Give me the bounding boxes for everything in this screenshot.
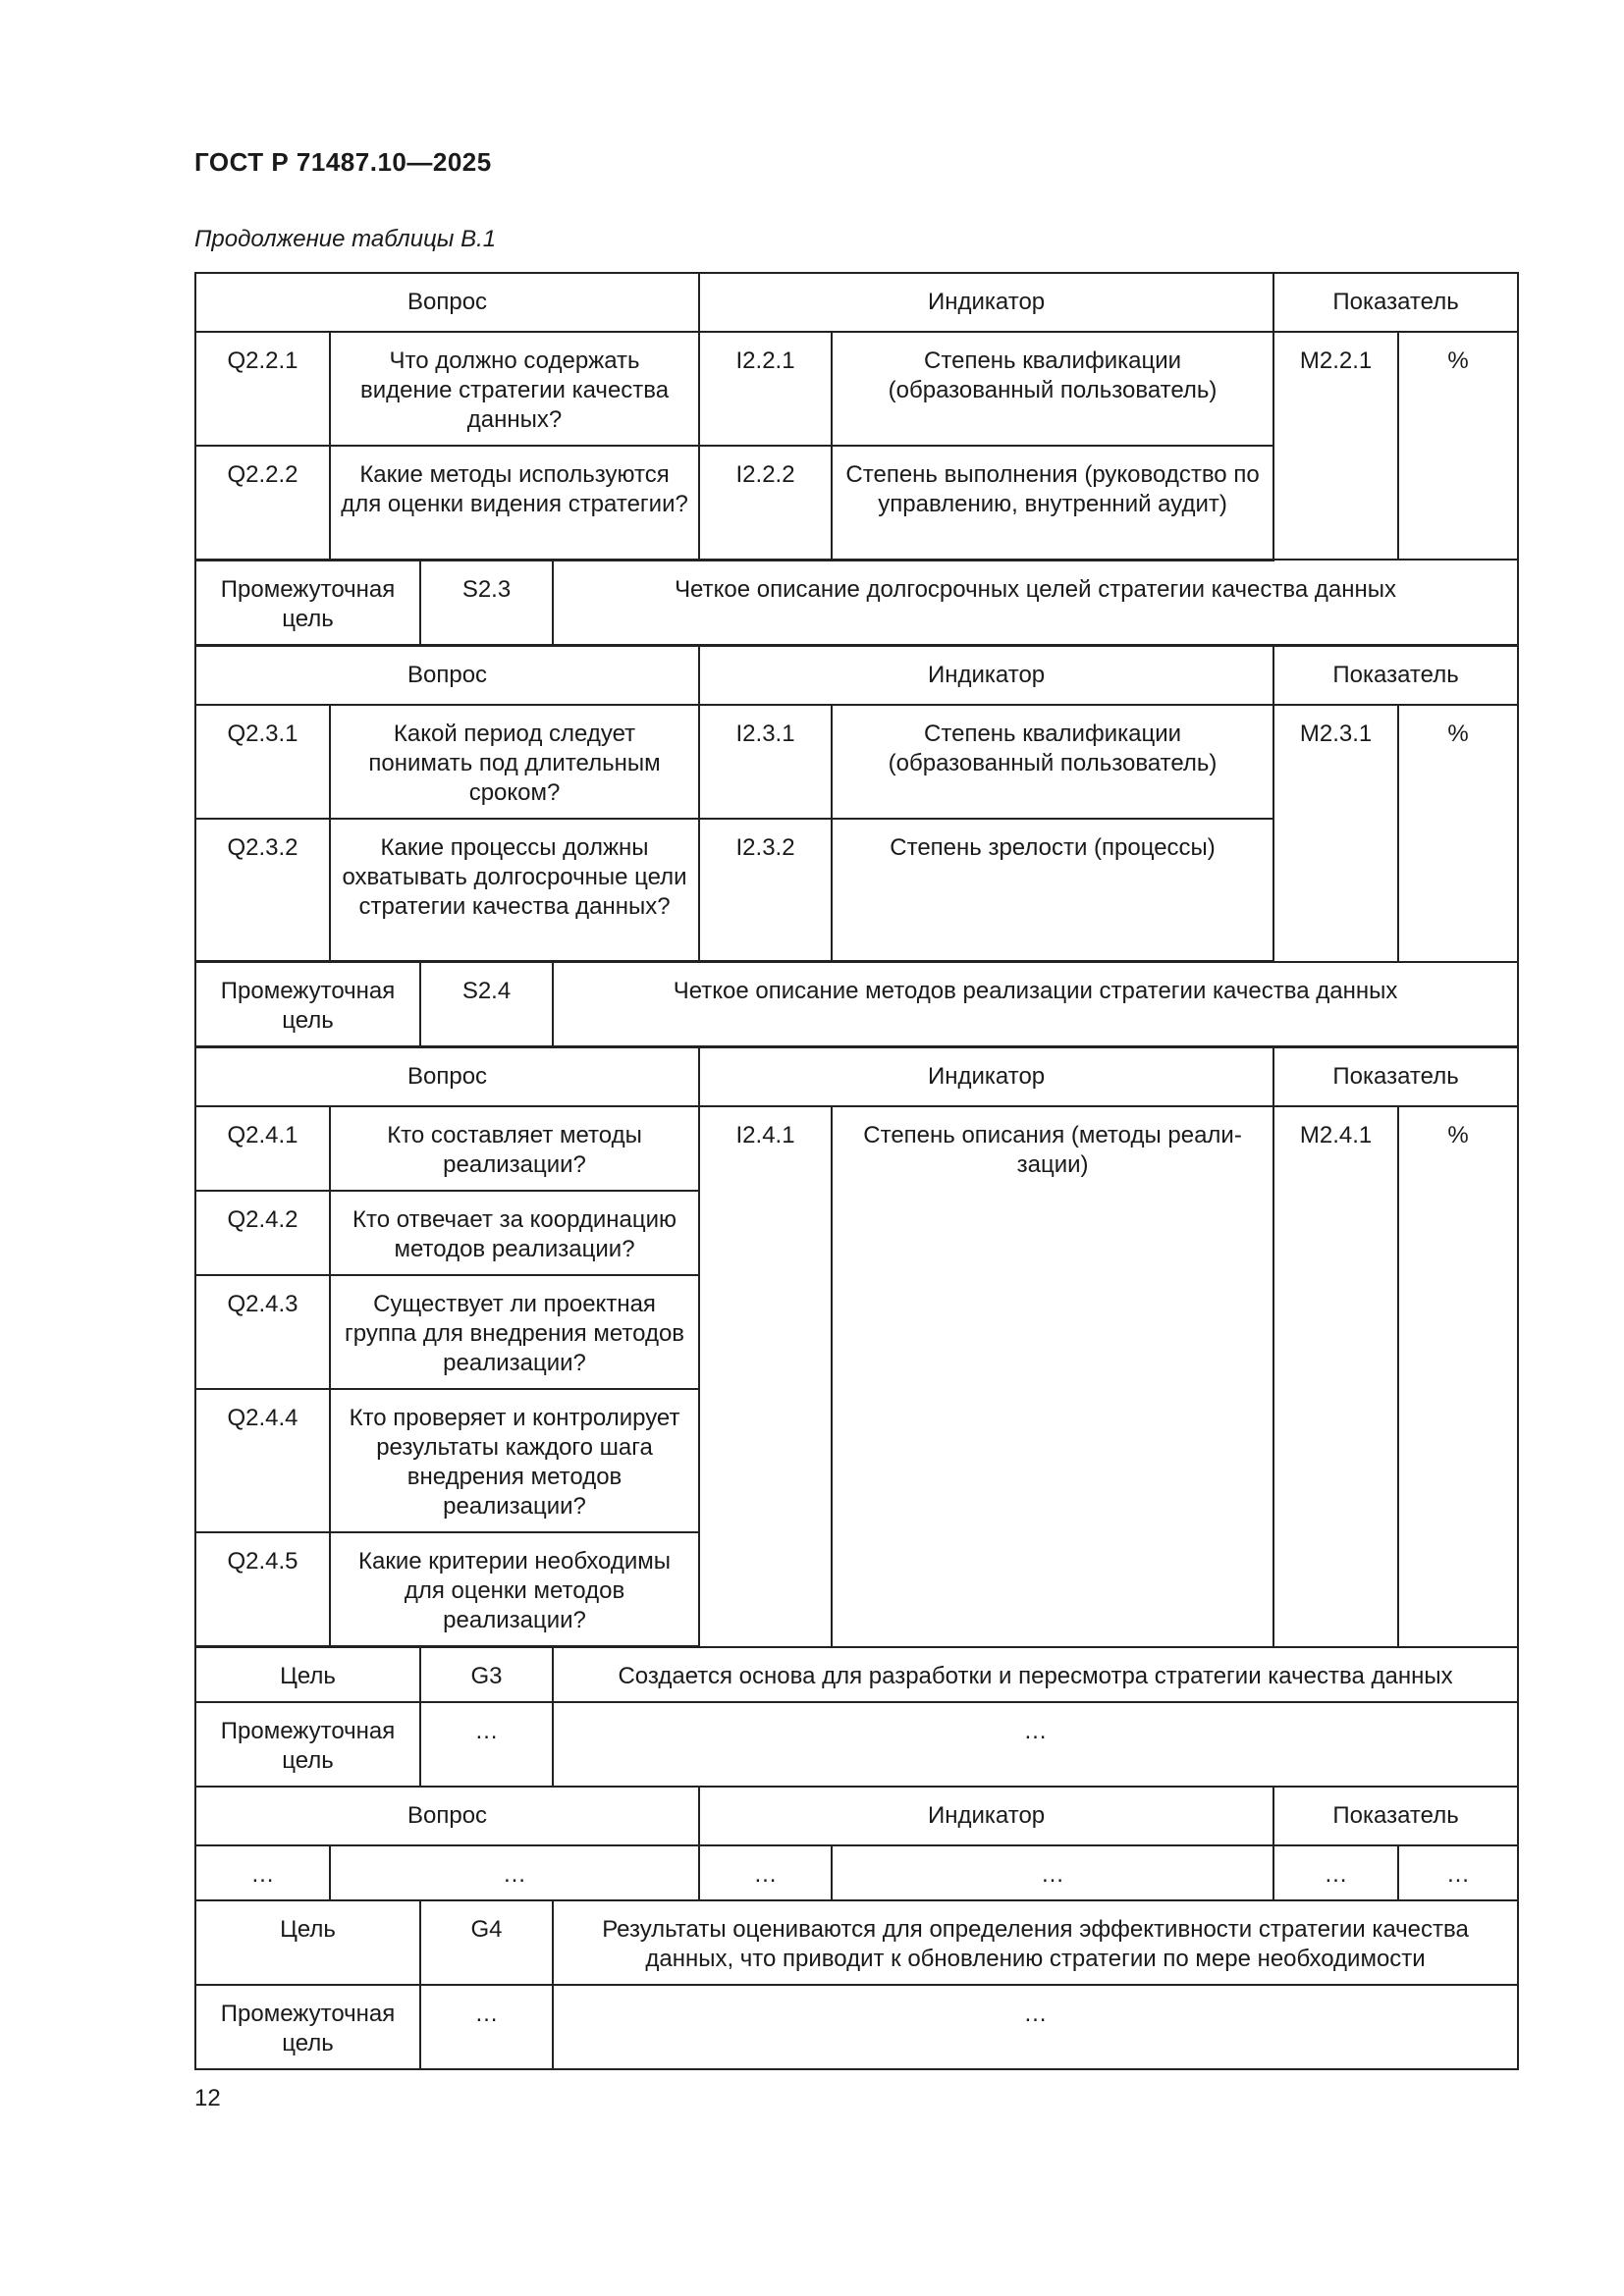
question-text: Существует ли проектная группа для внедрения методов реализации? (330, 1275, 699, 1389)
goal-label: Цель (195, 1900, 420, 1985)
question-header: Вопрос (195, 1787, 699, 1845)
document-header: ГОСТ Р 71487.10—2025 (194, 147, 492, 177)
indicator-id: … (699, 1845, 832, 1900)
subgoal-id: S2.3 (420, 560, 553, 645)
table-b1 (194, 272, 1519, 2070)
question-text: Кто составляет методы реализации? (330, 1106, 699, 1191)
question-id: Q2.4.3 (195, 1275, 330, 1389)
metric-header: Показатель (1273, 1047, 1518, 1107)
subgoal-id: … (420, 1702, 553, 1787)
subgoal-label: Промежуточная цель (195, 962, 420, 1047)
subgoal-row (195, 962, 1518, 1047)
question-text: Какие методы используются для оценки видения стратегии? (330, 446, 699, 560)
table-row (195, 705, 1518, 819)
question-text: Какие критерии необходимы для оценки методов реализации? (330, 1532, 699, 1647)
goal-id: G3 (420, 1647, 553, 1703)
question-id: Q2.2.1 (195, 332, 330, 446)
indicator-text: Степень квалификации (образованный пользователь) (832, 332, 1273, 446)
subgoal-row (195, 560, 1518, 645)
question-text: Кто отвечает за координацию методов реализации? (330, 1191, 699, 1275)
metric-unit: % (1398, 705, 1518, 962)
subgoal-text: Четкое описание методов реализации стратегии качества данных (553, 962, 1518, 1047)
question-text: Какой период следует понимать под длительным сроком? (330, 705, 699, 819)
goal-text: Результаты оцениваются для определения эффективности стратегии качества данных, что приводит к обновлению стратегии по мере необходимости (553, 1900, 1518, 1985)
question-id: Q2.2.2 (195, 446, 330, 560)
indicator-id: I2.3.2 (699, 819, 832, 962)
metric-unit: … (1398, 1845, 1518, 1900)
header-row (195, 1047, 1518, 1107)
metric-id: … (1273, 1845, 1398, 1900)
table-row (195, 1845, 1518, 1900)
header-row (195, 273, 1518, 332)
indicator-header: Индикатор (699, 273, 1273, 332)
metric-id: M2.3.1 (1273, 705, 1398, 962)
table-row (195, 332, 1518, 446)
question-text: … (330, 1845, 699, 1900)
metric-id: M2.2.1 (1273, 332, 1398, 560)
goal-id: G4 (420, 1900, 553, 1985)
metric-header: Показатель (1273, 645, 1518, 705)
question-header: Вопрос (195, 273, 699, 332)
indicator-text: Степень квалификации (образованный пользователь) (832, 705, 1273, 819)
indicator-text: Степень описания (методы реали-зации) (832, 1106, 1273, 1647)
question-text: Какие процессы должны охватывать долгосрочные цели стратегии качества данных? (330, 819, 699, 962)
indicator-text: Степень выполнения (руководство по управлению, внутренний аудит) (832, 446, 1273, 560)
indicator-header: Индикатор (699, 645, 1273, 705)
subgoal-row (195, 1702, 1518, 1787)
indicator-id: I2.4.1 (699, 1106, 832, 1647)
metric-unit: % (1398, 1106, 1518, 1647)
metric-id: M2.4.1 (1273, 1106, 1398, 1647)
table-row (195, 1106, 1518, 1191)
question-id: Q2.4.2 (195, 1191, 330, 1275)
subgoal-id: … (420, 1985, 553, 2069)
subgoal-text: Четкое описание долгосрочных целей стратегии качества данных (553, 560, 1518, 645)
indicator-id: I2.2.1 (699, 332, 832, 446)
indicator-text: Степень зрелости (процессы) (832, 819, 1273, 962)
subgoal-row (195, 1985, 1518, 2069)
goal-text: Создается основа для разработки и пересмотра стратегии качества данных (553, 1647, 1518, 1703)
header-row (195, 1787, 1518, 1845)
goal-label: Цель (195, 1647, 420, 1703)
question-header: Вопрос (195, 1047, 699, 1107)
subgoal-text: … (553, 1702, 1518, 1787)
metric-header: Показатель (1273, 273, 1518, 332)
subgoal-label: Промежуточная цель (195, 560, 420, 645)
question-id: Q2.4.1 (195, 1106, 330, 1191)
question-id: Q2.4.5 (195, 1532, 330, 1647)
metric-unit: % (1398, 332, 1518, 560)
header-row (195, 645, 1518, 705)
question-id: … (195, 1845, 330, 1900)
subgoal-label: Промежуточная цель (195, 1702, 420, 1787)
question-id: Q2.3.1 (195, 705, 330, 819)
indicator-id: I2.2.2 (699, 446, 832, 560)
question-text: Кто проверяет и контролирует результаты каждого шага внедрения методов реализации? (330, 1389, 699, 1532)
subgoal-id: S2.4 (420, 962, 553, 1047)
question-text: Что должно содержать видение стратегии качества данных? (330, 332, 699, 446)
question-id: Q2.4.4 (195, 1389, 330, 1532)
question-header: Вопрос (195, 645, 699, 705)
goal-row (195, 1647, 1518, 1703)
indicator-text: … (832, 1845, 1273, 1900)
indicator-header: Индикатор (699, 1787, 1273, 1845)
table-caption: Продолжение таблицы В.1 (194, 226, 497, 252)
subgoal-label: Промежуточная цель (195, 1985, 420, 2069)
subgoal-text: … (553, 1985, 1518, 2069)
question-id: Q2.3.2 (195, 819, 330, 962)
indicator-header: Индикатор (699, 1047, 1273, 1107)
goal-row (195, 1900, 1518, 1985)
indicator-id: I2.3.1 (699, 705, 832, 819)
metric-header: Показатель (1273, 1787, 1518, 1845)
page-number: 12 (194, 2085, 221, 2111)
